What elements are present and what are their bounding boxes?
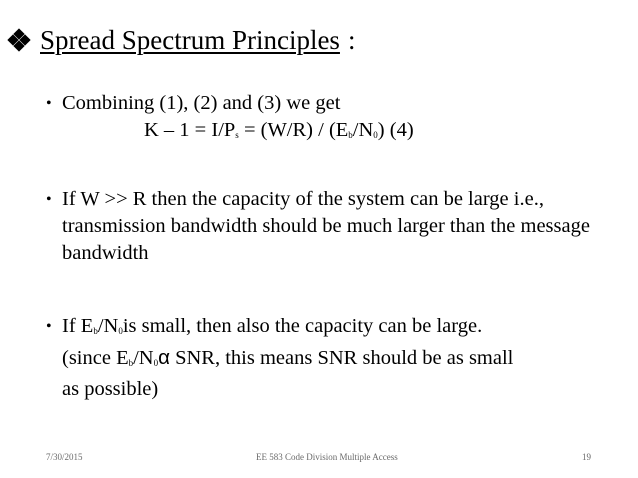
- bullet-3-text: [62, 311, 606, 405]
- b3-sub-0: 0: [118, 326, 123, 336]
- formula-line: [144, 119, 414, 142]
- footer-date: 7/30/2015: [46, 452, 83, 462]
- b3-line2-sub-b: b: [128, 358, 134, 368]
- alpha-symbol: α: [158, 346, 170, 369]
- b3-line3: as possible): [62, 378, 159, 400]
- formula-rhs: ) (4): [377, 119, 414, 141]
- formula-lhs: K – 1 = I/P: [144, 119, 236, 141]
- b3-n: /N: [97, 315, 119, 337]
- b3-rest: is small, then also the capacity can be large.: [122, 315, 483, 337]
- bullet-dot-icon: •: [46, 191, 52, 208]
- b3-line2-prefix: (since E: [62, 347, 129, 369]
- bullet-1: [46, 90, 606, 117]
- title-colon: :: [347, 24, 356, 55]
- footer-page-number: 19: [582, 452, 591, 462]
- four-diamond-bullet-icon: [8, 29, 30, 51]
- b3-line2-sub-0: 0: [153, 358, 159, 368]
- b3-prefix: If E: [62, 315, 94, 337]
- bullet-2-text: If W >> R then the capacity of the system can be large i.e., transmission bandwidth should be much larger than the message bandwidth: [62, 188, 590, 264]
- formula-sub-b: b: [348, 130, 353, 140]
- footer-course: EE 583 Code Division Multiple Access: [256, 452, 398, 462]
- title-row: [8, 20, 355, 60]
- formula-sub-0: 0: [373, 130, 378, 140]
- formula-mid: = (W/R) / (E: [238, 119, 349, 141]
- formula-sub-s: s: [235, 130, 239, 140]
- bullet-3: [46, 311, 606, 405]
- b3-line2-rest: SNR, this means SNR should be as small: [169, 347, 514, 369]
- slide-title: Spread Spectrum Principles: [40, 24, 340, 55]
- b3-sub-b: b: [93, 326, 98, 336]
- bullet-dot-icon: •: [46, 95, 52, 112]
- b3-line2-n: /N: [133, 347, 154, 369]
- bullet-dot-icon: •: [46, 318, 52, 335]
- bullet-1-text: Combining (1), (2) and (3) we get: [62, 92, 341, 114]
- bullet-2: [46, 186, 606, 267]
- formula-n: /N: [352, 119, 374, 141]
